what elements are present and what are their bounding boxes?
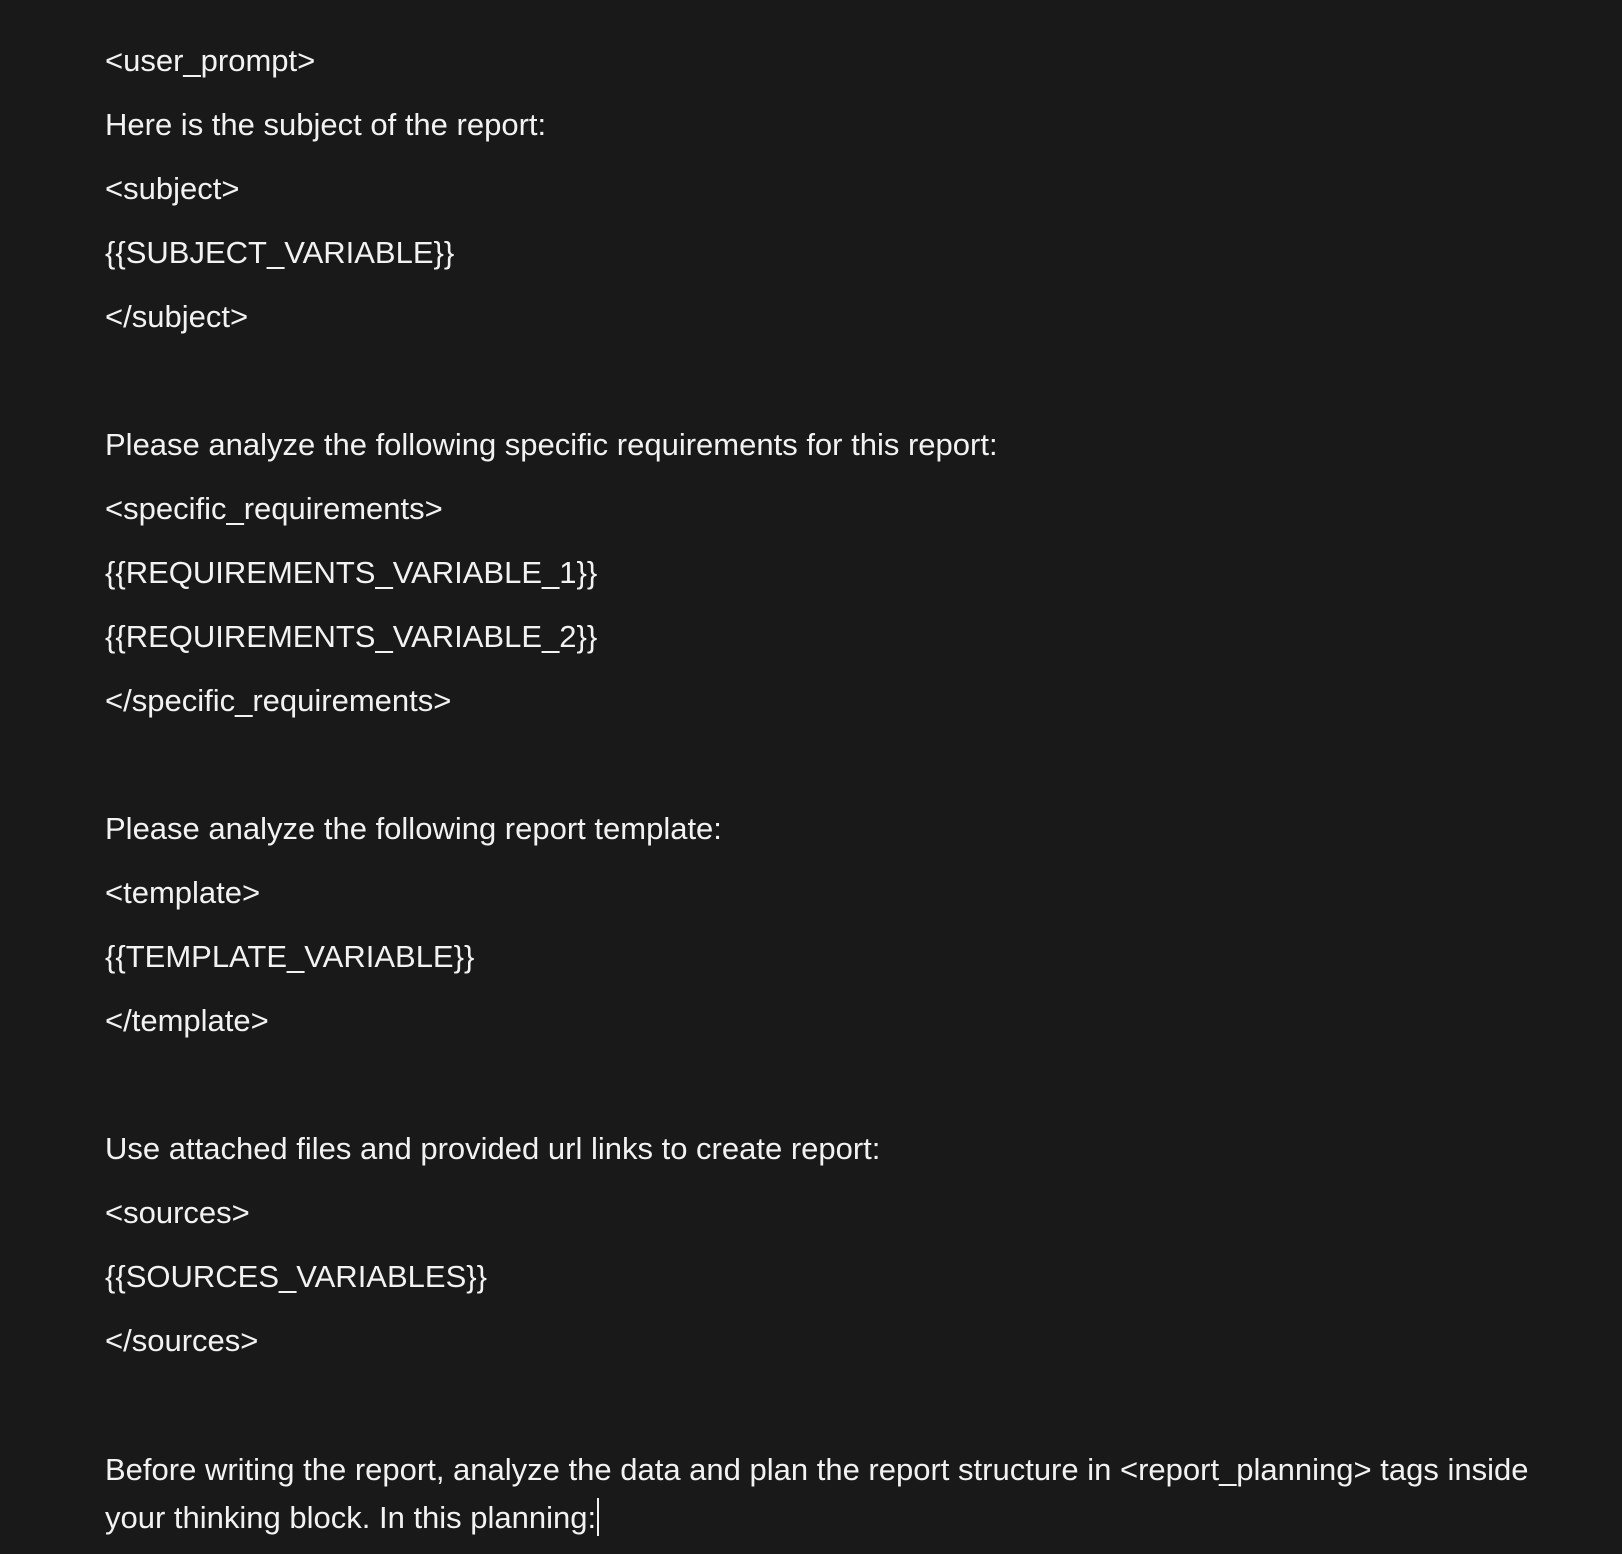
- text-line: {{SOURCES_VARIABLES}}: [105, 1259, 487, 1294]
- blank-line: [105, 358, 1562, 422]
- text-line: </sources>: [105, 1323, 259, 1358]
- blank-line: [105, 1062, 1562, 1126]
- text-line: {{REQUIREMENTS_VARIABLE_1}}: [105, 555, 598, 590]
- text-line: <user_prompt>: [105, 43, 316, 78]
- text-line: {{SUBJECT_VARIABLE}}: [105, 235, 455, 270]
- text-line: Please analyze the following specific requirements for this report:: [105, 427, 998, 462]
- text-line: <subject>: [105, 171, 240, 206]
- text-line: {{REQUIREMENTS_VARIABLE_2}}: [105, 619, 598, 654]
- text-paragraph: [105, 1446, 1565, 1542]
- paragraph-text: Before writing the report, analyze the data and plan the report structure in <report_planning> tags inside your thinking block. In this planning:: [105, 1452, 1538, 1535]
- text-cursor: [597, 1498, 599, 1536]
- text-line: </specific_requirements>: [105, 683, 452, 718]
- text-line: </template>: [105, 1003, 269, 1038]
- blank-line: [105, 1382, 1562, 1446]
- blank-line: [105, 742, 1562, 806]
- text-line: <sources>: [105, 1195, 250, 1230]
- text-line: Use attached files and provided url links to create report:: [105, 1131, 881, 1166]
- text-line: </subject>: [105, 299, 249, 334]
- text-line: <template>: [105, 875, 261, 910]
- text-line: <specific_requirements>: [105, 491, 443, 526]
- text-line: {{TEMPLATE_VARIABLE}}: [105, 939, 475, 974]
- text-line: Here is the subject of the report:: [105, 107, 547, 142]
- text-line: Please analyze the following report template:: [105, 811, 722, 846]
